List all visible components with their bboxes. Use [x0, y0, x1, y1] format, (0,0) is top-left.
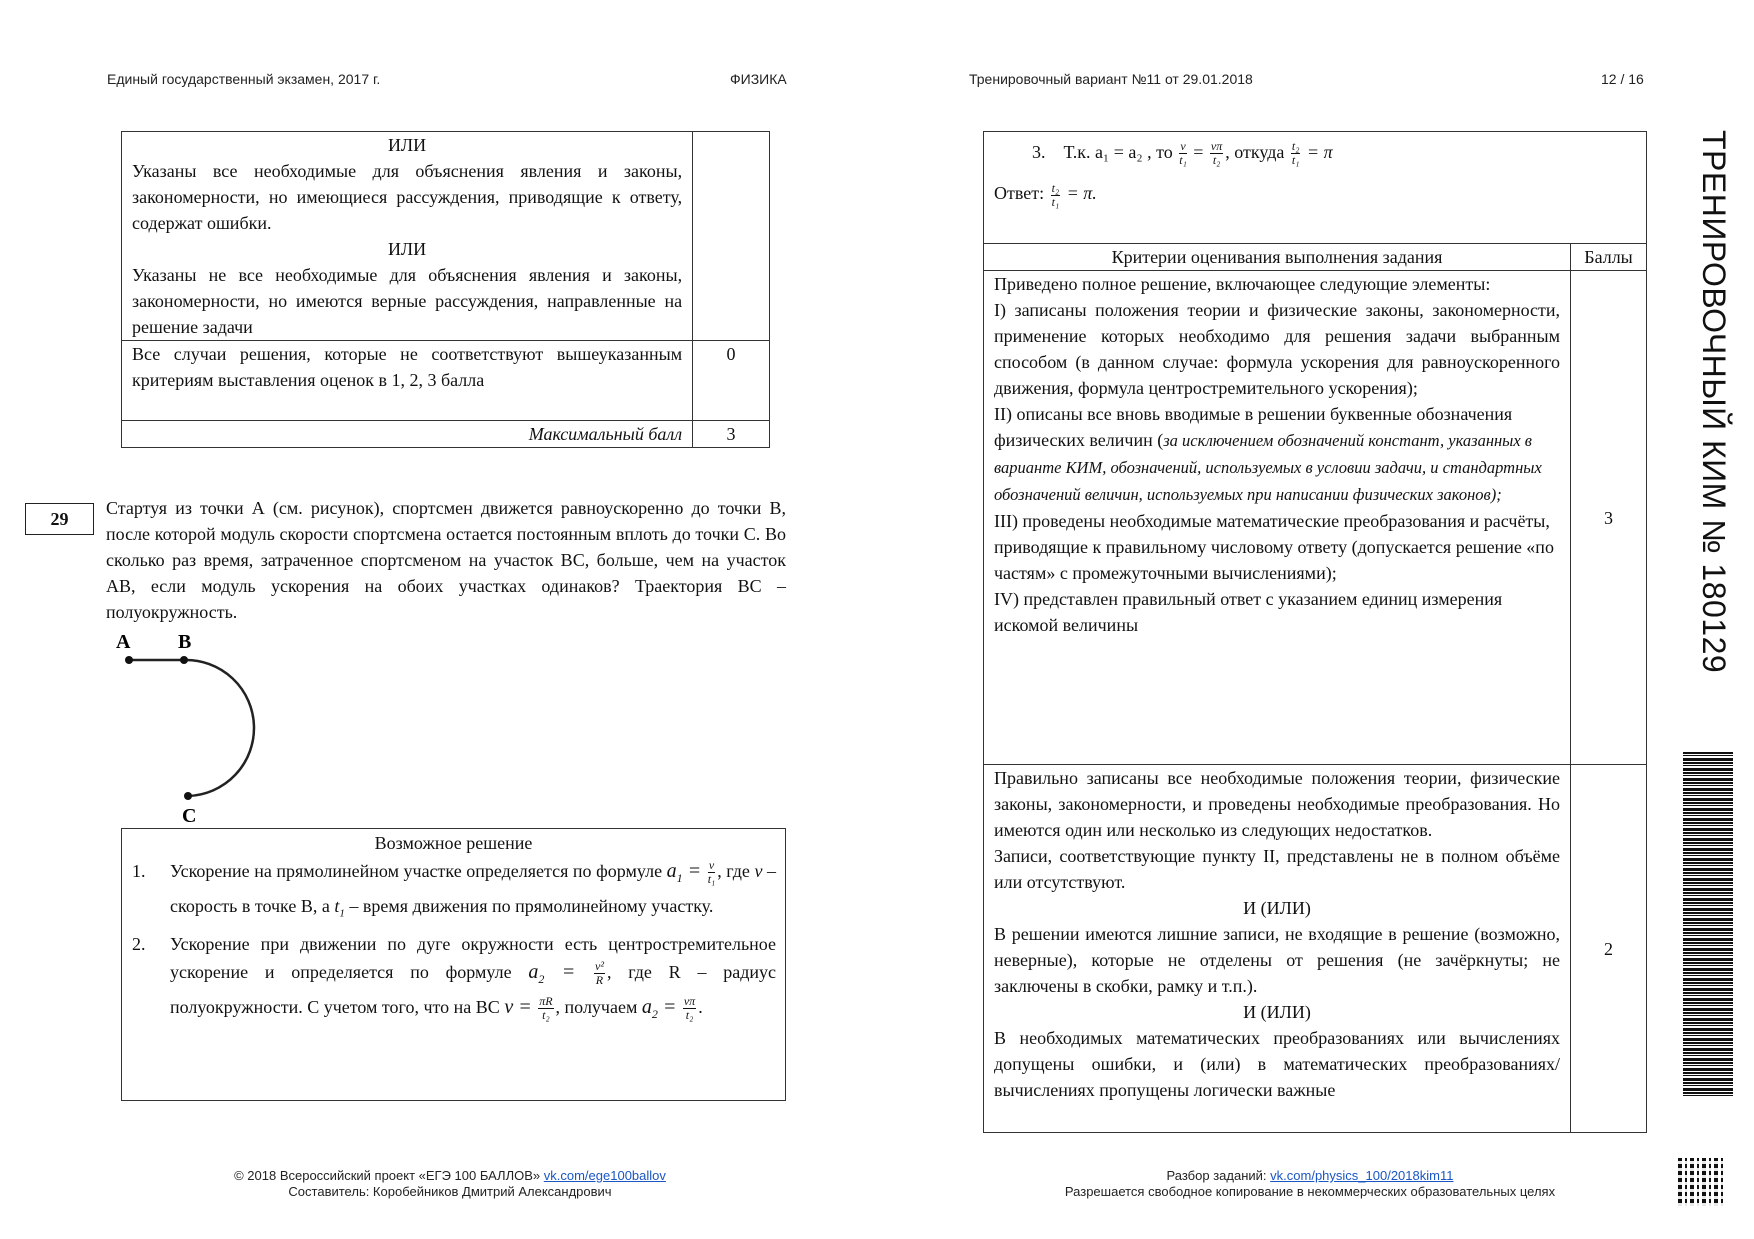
fraction-vpi-t2: $\frac{v\pi}{\text{t₂}}$ [683, 993, 696, 1022]
formula-a2: $a_2$ = [528, 960, 576, 986]
label-c: C [182, 805, 197, 827]
score-cell-empty [693, 132, 770, 341]
header-page-number: 12 / 16 [1601, 71, 1644, 87]
point-b [180, 656, 188, 664]
footer-left: © 2018 Всероссийский проект «ЕГЭ 100 БАЛЛОВ» vk.com/ege100ballov Составитель: Коробейников Дмитрий Александрович [234, 1168, 666, 1199]
step2-text-a: Ускорение при движении по дуге окружности есть центростремительное ускорение и определяется по формуле [170, 933, 776, 982]
point-c [184, 792, 192, 800]
criteria-table-continuation [121, 131, 770, 448]
step1-text-c: – скорость в точке В, а [170, 861, 777, 916]
solution-title: Возможное решение [374, 833, 533, 853]
fraction-piR-t2: $\frac{\pi R}{\text{t₂}}$ [539, 993, 553, 1022]
fraction-v-t1: $\frac{v}{\text{t₁}}$ [707, 858, 716, 887]
step2-text-b: , где R – радиус полуокружности. С учетом того, что на ВС [170, 961, 777, 1017]
criteria-paragraph: Указаны все необходимые для объяснения явления и законы, закономерности, но имеющиеся рассуждения, приводящие к ответу, содержат ошибки. [132, 161, 683, 233]
var-t1: $t_1$ [334, 896, 345, 920]
solution-step-1 [132, 857, 777, 928]
qr-code-graphic [1678, 1158, 1726, 1206]
barcode-graphic [1683, 752, 1733, 1098]
trajectory-figure [110, 628, 270, 828]
header-variant: Тренировочный вариант №11 от 29.01.2018 [969, 71, 1253, 87]
step2-text-c: , получаем [555, 996, 638, 1017]
score-2: 2 [1571, 765, 1647, 1133]
formula-v: v = [504, 995, 532, 1018]
arc-bc [184, 660, 254, 796]
solution-steps [132, 857, 777, 1028]
formula-a2-final: $a_2$ = [641, 995, 677, 1021]
max-score-value: 3 [693, 421, 770, 448]
footer-right: Разбор заданий: vk.com/physics_100/2018kim11 Разрешается свободное копирование в некоммерческих образовательных целях [1064, 1168, 1556, 1199]
step-number: 2. [132, 933, 146, 954]
solution-box [121, 828, 786, 1101]
max-score-label: Максимальный балл [122, 421, 693, 448]
fraction-v2-R: $\frac{\text{v²}}{R}$ [595, 958, 604, 987]
criteria-cell-1 [122, 132, 693, 341]
footer-link-vk-ege[interactable]: vk.com/ege100ballov [543, 1168, 666, 1183]
vertical-kim-title: ТРЕНИРОВОЧНЫЙ КИМ № 180129 [1696, 130, 1732, 674]
score-zero: 0 [693, 341, 770, 421]
header-subject: ФИЗИКА [730, 71, 787, 87]
solution-step-2: 2. Ускорение при движении по дуге окружности есть центростремительное ускорение и определяется по формуле $a_2$ = $\frac{\text{v²}}{R}$ , где R – радиус полуокружности. С учетом того, что на ВС v = $\frac{\pi R}{\text{t₂}}$ , получаем $a_2$ = $\frac{v\pi}{\text{t₂}}$ . [170, 930, 776, 1028]
label-a: A [116, 631, 131, 653]
label-b: B [178, 631, 192, 653]
criteria-paragraph: Указаны не все необходимые для объяснения явления и законы, закономерности, но имеются верные рассуждения, направленные на решение задачи [132, 265, 683, 337]
score-header: Баллы [1571, 244, 1647, 271]
solution-step3-cell [984, 132, 1647, 244]
criteria-table-task29 [983, 131, 1647, 1133]
answer-line: Ответ: $\frac{\text{t₂}}{\text{t₁}}$ = π. [994, 180, 1097, 209]
criteria-score-3: Приведено полное решение, включающее следующие элементы: I) записаны положения теории и физические законы, закономерности, применение которых необходимо для решения задачи выбранным способом (в данном случае: формула ускорения для равноускоренного движения, формула центростремительного ускорения); II) описаны все вновь вводимые в решении буквенные обозначения физических величин (за исключением обозначений констант, указанных в варианте КИМ, обозначений, используемых в условии задачи, и стандартных обозначений величин, используемых при написании физических законов); III) проведены необходимые математические преобразования и расчёты, приводящие к правильному числовому ответу (допускается решение «по частям» с промежуточными вычислениями); IV) представлен правильный ответ с указанием единиц измерения искомой величины [984, 271, 1571, 765]
score-3: 3 [1571, 271, 1647, 765]
criteria-cell-zero: Все случаи решения, которые не соответствуют вышеуказанным критериям выставления оценок в 1, 2, 3 балла [122, 341, 693, 421]
footer-link-vk-physics[interactable]: vk.com/physics_100/2018kim11 [1270, 1168, 1454, 1183]
step1-text-d: – время движения по прямолинейному участку. [349, 896, 714, 916]
task-text: Стартуя из точки А (см. рисунок), спортсмен движется равноускоренно до точки В, после которой модуль скорости спортсмена остается постоянным вплоть до точки С. Во сколько раз время, затраченное спортсменом на участок ВС, больше, чем на участок АВ, если модуль ускорения на обоих участках одинаков? Траектория ВС – полуокружность. [106, 498, 786, 622]
or-label: ИЛИ [387, 239, 427, 259]
step3-line: 3. Т.к. a₁ = a₂ , то $\frac{v}{\text{t₁}}$ = $\frac{v\pi}{\text{t₂}}$ , откуда $\frac{\text{t₂}}{\text{t₁}}$ = π [1032, 139, 1333, 168]
or-label: ИЛИ [387, 135, 427, 155]
criteria-score-2: Правильно записаны все необходимые положения теории, физические законы, закономерности, и проведены необходимые преобразования. Но имеются один или несколько из следующих недостатков. Записи, соответствующие пункту II, представлены не в полном объёме или отсутствуют. И (ИЛИ) В решении имеются лишние записи, не входящие в решение (возможно, неверные), которые не отделены от решения (не зачёркнуты; не заключены в скобки, рамку и т.п.). И (ИЛИ) В необходимых математических преобразованиях или вычислениях допущены ошибки, и (или) в математических преобразованиях/ вычислениях пропущены логически важные [984, 765, 1571, 1133]
formula-a1: $a_1$ = [666, 860, 702, 885]
criteria-header: Критерии оценивания выполнения задания [984, 244, 1571, 271]
point-a [125, 656, 133, 664]
header-exam-title: Единый государственный экзамен, 2017 г. [107, 71, 381, 87]
step1-text-a: Ускорение на прямолинейном участке определяется по формуле [170, 861, 663, 881]
task-number-box: 29 [25, 503, 94, 535]
var-v: v [754, 861, 763, 881]
step1-text-b: , где [717, 861, 750, 881]
step-number: 1. [132, 861, 146, 881]
